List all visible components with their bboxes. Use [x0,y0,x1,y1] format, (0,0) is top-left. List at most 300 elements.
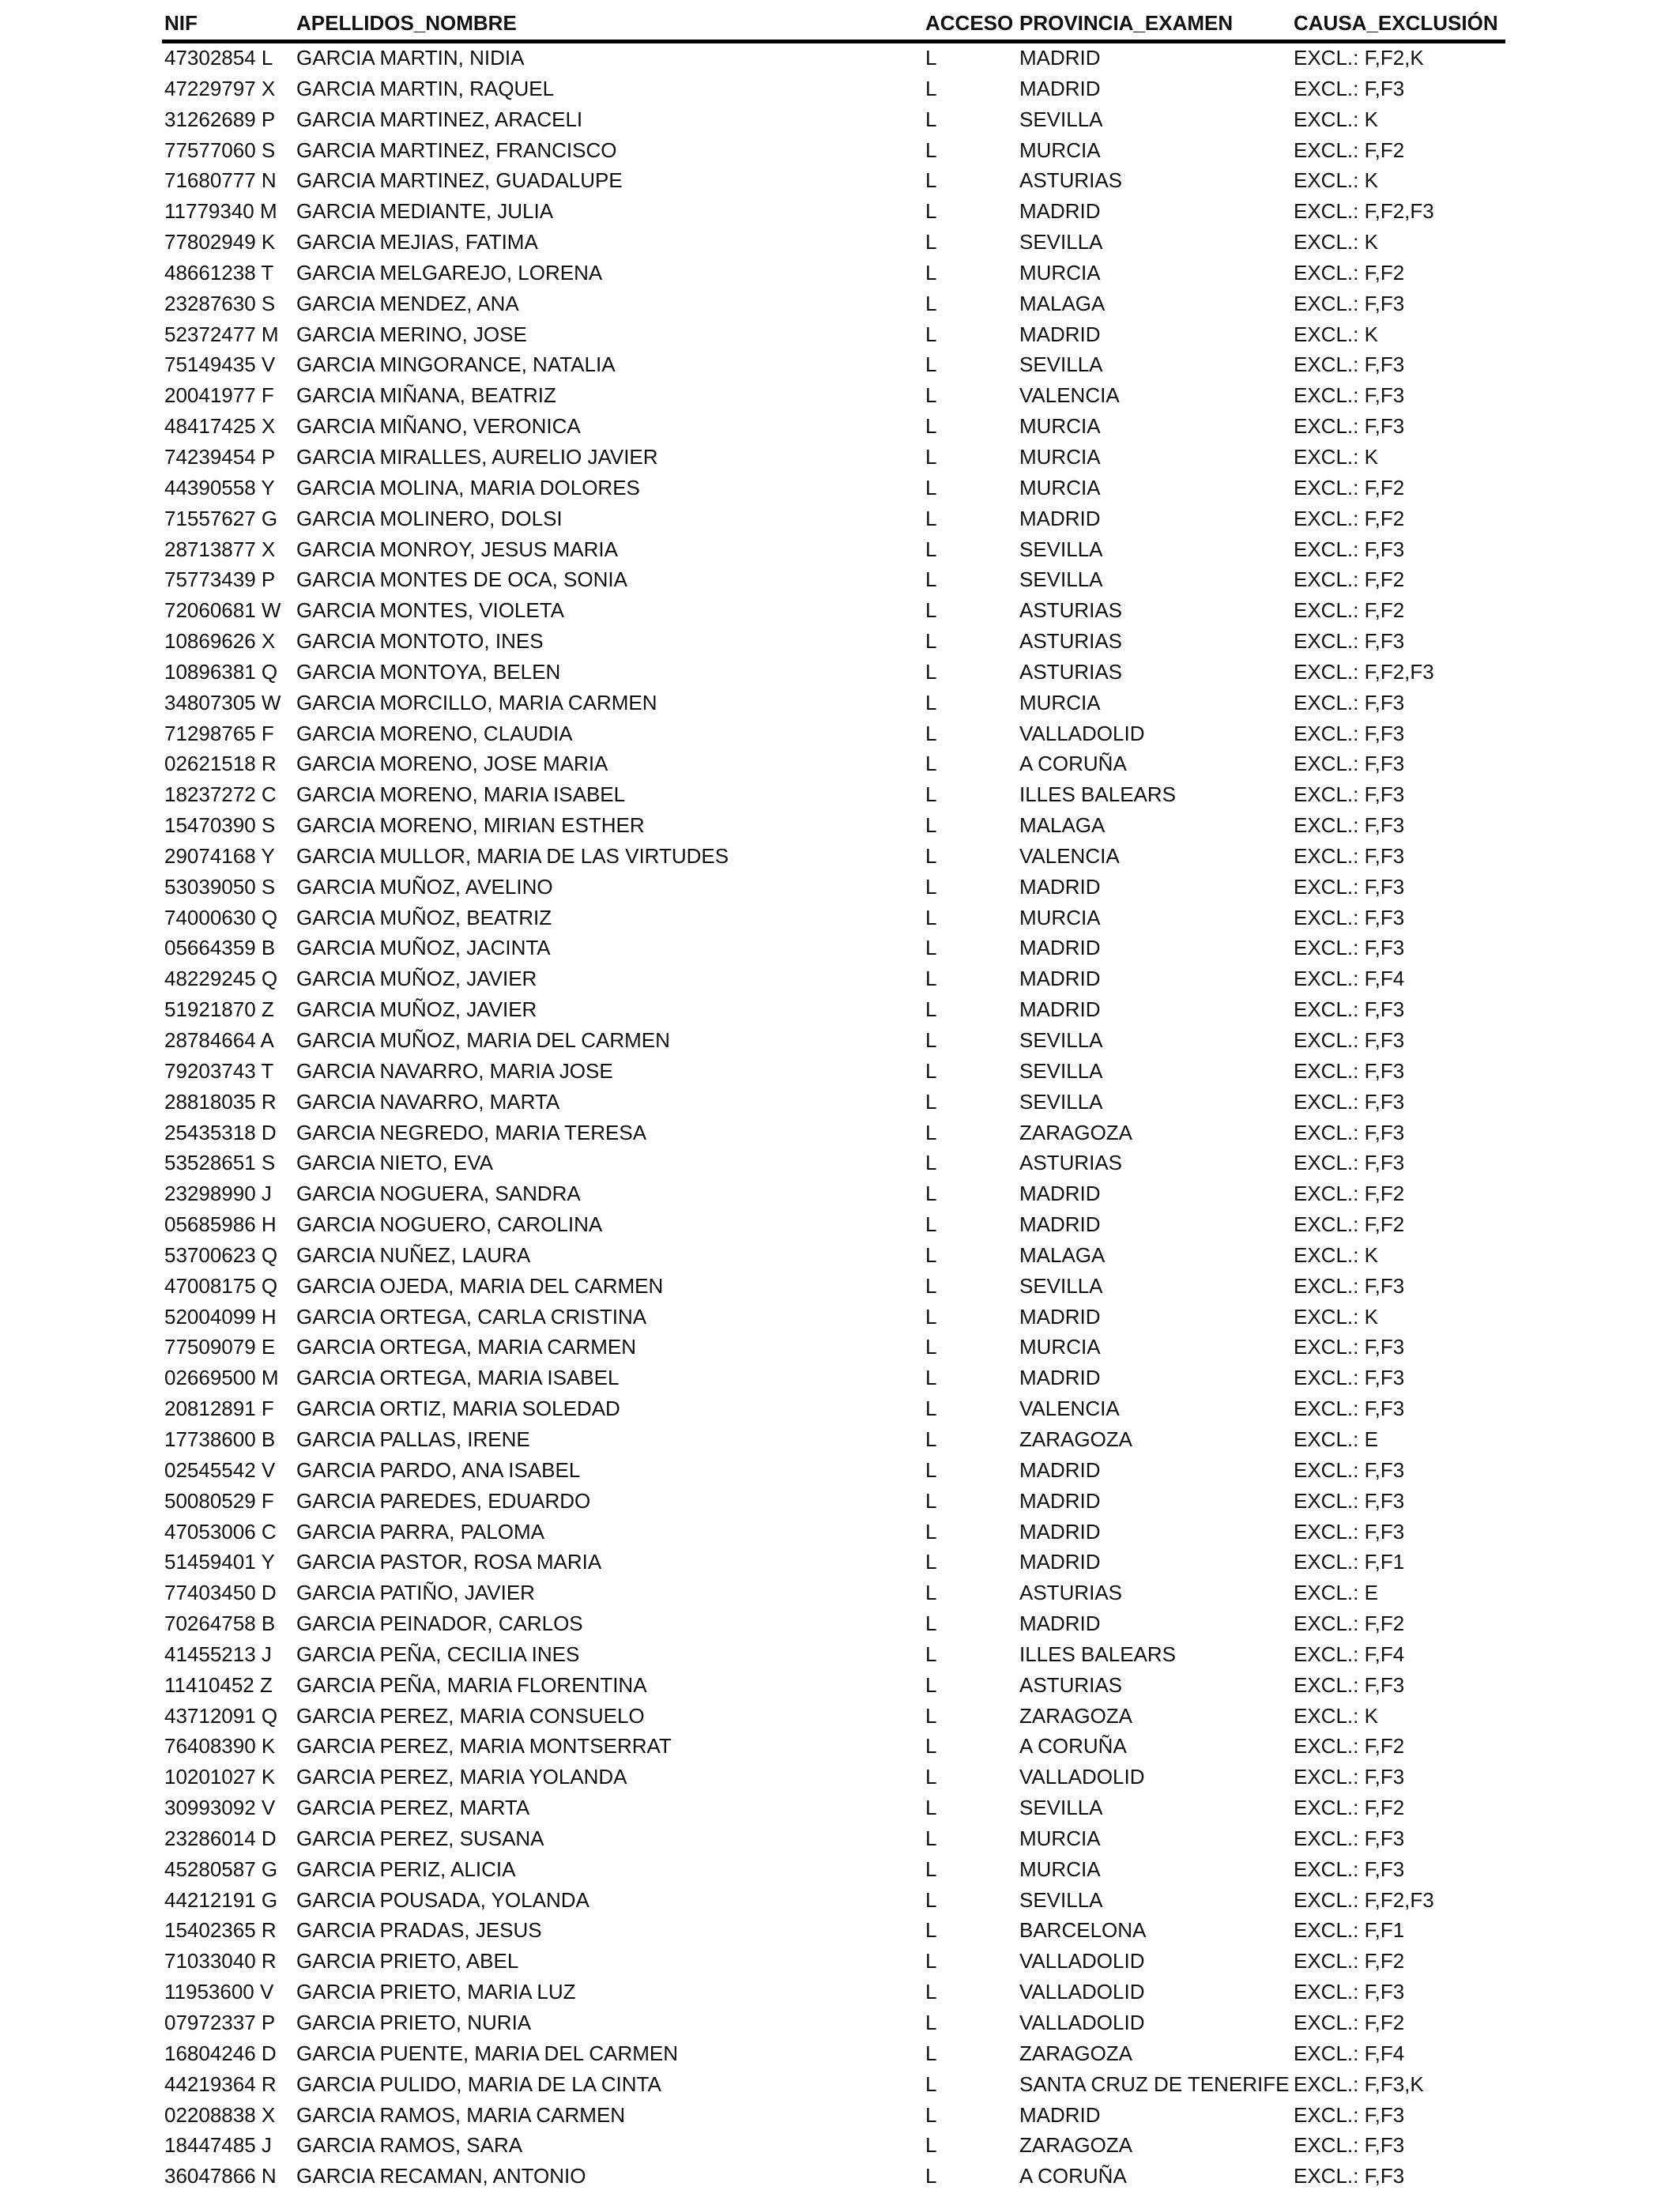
cell-provincia-examen: VALENCIA [1019,383,1120,408]
cell-nif: 44219364 R [164,2071,277,2096]
cell-causa-exclusion: EXCL.: F,F2,F3 [1294,1887,1434,1912]
table-row [162,197,1505,228]
cell-nif: 75773439 P [164,567,276,592]
cell-causa-exclusion: EXCL.: F,F3 [1294,1826,1405,1850]
cell-acceso: L [925,1918,937,1943]
table-row [162,658,1505,688]
table-row [162,1088,1505,1118]
cell-acceso: L [925,782,937,807]
table-row [162,105,1505,136]
cell-acceso: L [925,2041,937,2065]
table-row [162,136,1505,167]
cell-apellidos-nombre: GARCIA OJEDA, MARIA DEL CARMEN [296,1273,664,1298]
cell-provincia-examen: VALLADOLID [1019,1980,1145,2004]
cell-causa-exclusion: EXCL.: F,F3 [1294,721,1405,745]
cell-nif: 48661238 T [164,260,274,285]
cell-provincia-examen: MADRID [1019,76,1101,100]
cell-causa-exclusion: EXCL.: F,F2 [1294,475,1405,499]
cell-apellidos-nombre: GARCIA MARTINEZ, GUADALUPE [296,168,623,193]
table-row [162,258,1505,289]
cell-acceso: L [925,506,937,530]
cell-provincia-examen: ASTURIAS [1019,1151,1123,1175]
table-row [162,2101,1505,2132]
cell-causa-exclusion: EXCL.: E [1294,1581,1378,1605]
cell-acceso: L [925,1857,937,1881]
cell-apellidos-nombre: GARCIA MUÑOZ, AVELINO [296,874,553,899]
cell-causa-exclusion: EXCL.: F,F3,K [1294,2071,1424,2096]
table-row [162,1977,1505,2008]
cell-provincia-examen: MADRID [1019,46,1101,70]
cell-causa-exclusion: EXCL.: F,F2 [1294,1612,1405,1636]
cell-nif: 47008175 Q [164,1273,278,1298]
cell-nif: 02208838 X [164,2102,276,2127]
table-row [162,320,1505,351]
cell-provincia-examen: MALAGA [1019,1242,1106,1267]
cell-causa-exclusion: EXCL.: F,F2 [1294,1182,1405,1206]
cell-causa-exclusion: EXCL.: F,F3 [1294,782,1405,807]
cell-nif: 77802949 K [164,230,276,254]
cell-acceso: L [925,1120,937,1144]
cell-provincia-examen: MADRID [1019,1457,1101,1482]
table-row [162,2008,1505,2039]
cell-nif: 70264758 B [164,1612,276,1636]
cell-causa-exclusion: EXCL.: F,F1 [1294,1550,1405,1574]
cell-apellidos-nombre: GARCIA NAVARRO, MARIA JOSE [296,1058,613,1083]
cell-acceso: L [925,291,937,315]
table-row [162,1762,1505,1793]
cell-causa-exclusion: EXCL.: F,F3 [1294,843,1405,868]
cell-acceso: L [925,1488,937,1513]
cell-nif: 47229797 X [164,76,276,100]
table-row [162,688,1505,719]
table-row [162,1916,1505,1947]
cell-nif: 43712091 Q [164,1703,278,1728]
cell-acceso: L [925,352,937,377]
cell-apellidos-nombre: GARCIA MORENO, MIRIAN ESTHER [296,813,645,838]
table-row [162,1179,1505,1210]
cell-apellidos-nombre: GARCIA RAMOS, SARA [296,2133,523,2158]
cell-provincia-examen: MURCIA [1019,905,1101,929]
cell-causa-exclusion: EXCL.: F,F2 [1294,260,1405,285]
cell-apellidos-nombre: GARCIA PUENTE, MARIA DEL CARMEN [296,2041,679,2065]
cell-provincia-examen: SEVILLA [1019,537,1103,561]
cell-apellidos-nombre: GARCIA MONTES DE OCA, SONIA [296,567,627,592]
cell-provincia-examen: MURCIA [1019,138,1101,162]
cell-acceso: L [925,414,937,439]
cell-nif: 18447485 J [164,2133,272,2158]
table-row [162,1118,1505,1149]
cell-causa-exclusion: EXCL.: F,F2 [1294,598,1405,623]
cell-provincia-examen: SEVILLA [1019,1058,1103,1083]
cell-acceso: L [925,107,937,131]
table-row [162,1363,1505,1394]
cell-provincia-examen: ASTURIAS [1019,168,1123,193]
cell-causa-exclusion: EXCL.: F,F3 [1294,1335,1405,1359]
cell-causa-exclusion: EXCL.: F,F3 [1294,291,1405,315]
header-apellidos-nombre: APELLIDOS_NOMBRE [296,11,517,35]
cell-nif: 53528651 S [164,1151,276,1175]
cell-acceso: L [925,1397,937,1421]
cell-provincia-examen: SEVILLA [1019,1273,1103,1298]
table-row [162,43,1505,74]
cell-provincia-examen: ASTURIAS [1019,1672,1123,1697]
cell-apellidos-nombre: GARCIA ORTEGA, MARIA ISABEL [296,1366,620,1390]
cell-acceso: L [925,2164,937,2188]
cell-apellidos-nombre: GARCIA MIÑANO, VERONICA [296,414,581,439]
cell-provincia-examen: ASTURIAS [1019,629,1123,654]
cell-causa-exclusion: EXCL.: F,F3 [1294,874,1405,899]
cell-apellidos-nombre: GARCIA PEREZ, MARIA CONSUELO [296,1703,645,1728]
cell-apellidos-nombre: GARCIA MORENO, CLAUDIA [296,721,573,745]
cell-nif: 79203743 T [164,1058,274,1083]
cell-acceso: L [925,813,937,838]
cell-apellidos-nombre: GARCIA PASTOR, ROSA MARIA [296,1550,602,1574]
cell-nif: 48417425 X [164,414,276,439]
cell-provincia-examen: MURCIA [1019,1335,1101,1359]
cell-causa-exclusion: EXCL.: F,F3 [1294,1120,1405,1144]
table-row [162,535,1505,566]
table-row [162,1302,1505,1333]
table-row [162,1456,1505,1487]
cell-apellidos-nombre: GARCIA ORTIZ, MARIA SOLEDAD [296,1397,620,1421]
cell-apellidos-nombre: GARCIA PEREZ, MARIA YOLANDA [296,1765,627,1789]
cell-causa-exclusion: EXCL.: F,F3 [1294,2133,1405,2158]
cell-acceso: L [925,905,937,929]
cell-apellidos-nombre: GARCIA MORENO, JOSE MARIA [296,752,608,776]
cell-acceso: L [925,138,937,162]
cell-provincia-examen: MADRID [1019,967,1101,991]
cell-acceso: L [925,1581,937,1605]
cell-provincia-examen: SEVILLA [1019,230,1103,254]
table-row [162,1671,1505,1702]
cell-apellidos-nombre: GARCIA MARTIN, NIDIA [296,46,525,70]
cell-apellidos-nombre: GARCIA NAVARRO, MARTA [296,1089,560,1114]
cell-apellidos-nombre: GARCIA PRIETO, MARIA LUZ [296,1980,576,2004]
cell-apellidos-nombre: GARCIA NUÑEZ, LAURA [296,1242,531,1267]
cell-provincia-examen: MADRID [1019,1366,1101,1390]
table-row [162,933,1505,964]
cell-acceso: L [925,1366,937,1390]
table-row [162,1057,1505,1088]
cell-nif: 28818035 R [164,1089,277,1114]
table-row [162,504,1505,535]
table-row [162,1702,1505,1732]
cell-acceso: L [925,1734,937,1759]
table-row [162,1394,1505,1425]
cell-nif: 52372477 M [164,322,279,346]
cell-provincia-examen: ZARAGOZA [1019,1427,1133,1451]
cell-nif: 11953600 V [164,1980,274,2004]
cell-acceso: L [925,1612,937,1636]
cell-acceso: L [925,1058,937,1083]
cell-acceso: L [925,1335,937,1359]
table-row [162,1732,1505,1762]
table-row [162,1425,1505,1456]
cell-nif: 51921870 Z [164,997,274,1022]
cell-nif: 23286014 D [164,1826,277,1850]
table-row [162,719,1505,750]
cell-apellidos-nombre: GARCIA MUÑOZ, BEATRIZ [296,905,552,929]
cell-provincia-examen: MADRID [1019,1488,1101,1513]
cell-provincia-examen: MADRID [1019,1212,1101,1237]
cell-acceso: L [925,1550,937,1574]
cell-causa-exclusion: EXCL.: F,F3 [1294,414,1405,439]
cell-nif: 31262689 P [164,107,276,131]
cell-acceso: L [925,752,937,776]
table-row [162,565,1505,596]
cell-nif: 29074168 Y [164,843,275,868]
cell-apellidos-nombre: GARCIA NIETO, EVA [296,1151,493,1175]
cell-causa-exclusion: EXCL.: F,F3 [1294,1980,1405,2004]
cell-acceso: L [925,1457,937,1482]
table-row [162,1487,1505,1517]
cell-provincia-examen: A CORUÑA [1019,752,1127,776]
cell-nif: 75149435 V [164,352,276,377]
cell-acceso: L [925,1242,937,1267]
cell-apellidos-nombre: GARCIA MARTINEZ, ARACELI [296,107,583,131]
cell-provincia-examen: MADRID [1019,936,1101,960]
cell-causa-exclusion: EXCL.: F,F3 [1294,1273,1405,1298]
table-row [162,1640,1505,1671]
table-row [162,1855,1505,1886]
cell-provincia-examen: VALLADOLID [1019,1765,1145,1789]
cell-provincia-examen: VALENCIA [1019,1397,1120,1421]
cell-provincia-examen: SANTA CRUZ DE TENERIFE [1019,2071,1290,2096]
table-row [162,2070,1505,2101]
cell-causa-exclusion: EXCL.: F,F3 [1294,997,1405,1022]
cell-apellidos-nombre: GARCIA MORCILLO, MARIA CARMEN [296,690,657,714]
cell-causa-exclusion: EXCL.: K [1294,1703,1378,1728]
cell-acceso: L [925,383,937,408]
cell-apellidos-nombre: GARCIA MONTES, VIOLETA [296,598,565,623]
cell-acceso: L [925,1796,937,1820]
cell-causa-exclusion: EXCL.: F,F3 [1294,1457,1405,1482]
cell-acceso: L [925,1672,937,1697]
cell-causa-exclusion: EXCL.: F,F2 [1294,138,1405,162]
cell-apellidos-nombre: GARCIA PEÑA, CECILIA INES [296,1642,580,1666]
cell-acceso: L [925,1304,937,1329]
cell-causa-exclusion: EXCL.: F,F3 [1294,905,1405,929]
exclusion-list [162,9,1505,2192]
table-row [162,1272,1505,1302]
cell-acceso: L [925,721,937,745]
cell-causa-exclusion: EXCL.: F,F3 [1294,690,1405,714]
cell-causa-exclusion: EXCL.: F,F2 [1294,567,1405,592]
cell-causa-exclusion: EXCL.: F,F3 [1294,1519,1405,1544]
cell-nif: 34807305 W [164,690,281,714]
cell-apellidos-nombre: GARCIA MUÑOZ, MARIA DEL CARMEN [296,1028,670,1052]
cell-apellidos-nombre: GARCIA PEINADOR, CARLOS [296,1612,583,1636]
cell-acceso: L [925,1427,937,1451]
cell-provincia-examen: MADRID [1019,997,1101,1022]
table-row [162,1609,1505,1640]
cell-provincia-examen: MADRID [1019,1550,1101,1574]
cell-apellidos-nombre: GARCIA MINGORANCE, NATALIA [296,352,616,377]
cell-nif: 53039050 S [164,874,276,899]
cell-provincia-examen: VALLADOLID [1019,1949,1145,1973]
cell-nif: 50080529 F [164,1488,274,1513]
cell-provincia-examen: SEVILLA [1019,1028,1103,1052]
cell-nif: 20041977 F [164,383,274,408]
cell-acceso: L [925,629,937,654]
cell-causa-exclusion: EXCL.: F,F3 [1294,1672,1405,1697]
cell-provincia-examen: MURCIA [1019,260,1101,285]
cell-causa-exclusion: EXCL.: F,F3 [1294,1151,1405,1175]
cell-provincia-examen: ILLES BALEARS [1019,1642,1176,1666]
cell-causa-exclusion: EXCL.: F,F3 [1294,2164,1405,2188]
cell-causa-exclusion: EXCL.: F,F3 [1294,936,1405,960]
cell-nif: 23298990 J [164,1182,272,1206]
cell-causa-exclusion: EXCL.: K [1294,107,1378,131]
cell-acceso: L [925,322,937,346]
cell-nif: 72060681 W [164,598,281,623]
table-row [162,1947,1505,1977]
cell-acceso: L [925,843,937,868]
cell-nif: 20812891 F [164,1397,274,1421]
header-acceso: ACCESO [925,11,1014,35]
cell-apellidos-nombre: GARCIA MONTOYA, BELEN [296,659,561,684]
cell-provincia-examen: MURCIA [1019,414,1101,439]
cell-nif: 15402365 R [164,1918,277,1943]
cell-apellidos-nombre: GARCIA PEREZ, MARIA MONTSERRAT [296,1734,672,1759]
cell-nif: 47302854 L [164,46,273,70]
cell-apellidos-nombre: GARCIA MORENO, MARIA ISABEL [296,782,626,807]
cell-causa-exclusion: EXCL.: K [1294,444,1378,469]
cell-nif: 07972337 P [164,2011,276,2034]
cell-acceso: L [925,444,937,469]
cell-provincia-examen: MADRID [1019,1304,1101,1329]
cell-acceso: L [925,1212,937,1237]
cell-causa-exclusion: EXCL.: K [1294,168,1378,193]
cell-nif: 71557627 G [164,506,278,530]
cell-acceso: L [925,1887,937,1912]
cell-causa-exclusion: EXCL.: F,F3 [1294,352,1405,377]
table-row [162,350,1505,381]
cell-provincia-examen: ILLES BALEARS [1019,782,1176,807]
cell-apellidos-nombre: GARCIA PRIETO, NURIA [296,2011,532,2034]
cell-causa-exclusion: EXCL.: F,F2 [1294,1796,1405,1820]
cell-provincia-examen: MADRID [1019,1182,1101,1206]
cell-apellidos-nombre: GARCIA PEREZ, SUSANA [296,1826,544,1850]
cell-apellidos-nombre: GARCIA NEGREDO, MARIA TERESA [296,1120,647,1144]
cell-nif: 71298765 F [164,721,274,745]
table-row [162,749,1505,780]
cell-provincia-examen: MADRID [1019,506,1101,530]
cell-apellidos-nombre: GARCIA NOGUERA, SANDRA [296,1182,581,1206]
cell-provincia-examen: MADRID [1019,322,1101,346]
cell-provincia-examen: VALLADOLID [1019,721,1145,745]
cell-acceso: L [925,1151,937,1175]
cell-provincia-examen: MURCIA [1019,1857,1101,1881]
cell-causa-exclusion: EXCL.: F,F2 [1294,1949,1405,1973]
cell-provincia-examen: MURCIA [1019,690,1101,714]
table-row [162,596,1505,627]
cell-acceso: L [925,1642,937,1666]
cell-apellidos-nombre: GARCIA RAMOS, MARIA CARMEN [296,2102,626,2127]
table-row [162,1578,1505,1609]
cell-nif: 15470390 S [164,813,276,838]
cell-apellidos-nombre: GARCIA PERIZ, ALICIA [296,1857,516,1881]
cell-apellidos-nombre: GARCIA MEDIANTE, JULIA [296,199,554,224]
cell-apellidos-nombre: GARCIA POUSADA, YOLANDA [296,1887,590,1912]
cell-acceso: L [925,1519,937,1544]
cell-nif: 71680777 N [164,168,277,193]
cell-nif: 52004099 H [164,1304,277,1329]
cell-provincia-examen: ASTURIAS [1019,598,1123,623]
cell-acceso: L [925,46,937,70]
cell-causa-exclusion: EXCL.: F,F4 [1294,2041,1405,2065]
cell-nif: 10896381 Q [164,659,278,684]
table-row [162,995,1505,1026]
cell-causa-exclusion: EXCL.: F,F3 [1294,1857,1405,1881]
table-row [162,903,1505,934]
cell-acceso: L [925,230,937,254]
cell-acceso: L [925,967,937,991]
cell-causa-exclusion: EXCL.: F,F3 [1294,383,1405,408]
cell-nif: 10201027 K [164,1765,276,1789]
cell-causa-exclusion: EXCL.: K [1294,1304,1378,1329]
cell-provincia-examen: ASTURIAS [1019,1581,1123,1605]
cell-acceso: L [925,537,937,561]
cell-causa-exclusion: EXCL.: F,F4 [1294,967,1405,991]
table-row [162,166,1505,197]
cell-causa-exclusion: EXCL.: F,F3 [1294,1765,1405,1789]
cell-nif: 02545542 V [164,1457,276,1482]
table-row [162,1241,1505,1272]
cell-apellidos-nombre: GARCIA MERINO, JOSE [296,322,527,346]
cell-apellidos-nombre: GARCIA PALLAS, IRENE [296,1427,530,1451]
cell-apellidos-nombre: GARCIA MIÑANA, BEATRIZ [296,383,556,408]
cell-provincia-examen: SEVILLA [1019,1887,1103,1912]
cell-apellidos-nombre: GARCIA PEÑA, MARIA FLORENTINA [296,1672,647,1697]
table-row [162,381,1505,412]
cell-provincia-examen: SEVILLA [1019,567,1103,592]
cell-causa-exclusion: EXCL.: K [1294,1242,1378,1267]
cell-provincia-examen: ZARAGOZA [1019,2041,1133,2065]
cell-nif: 47053006 C [164,1519,277,1544]
cell-causa-exclusion: EXCL.: F,F3 [1294,629,1405,654]
cell-provincia-examen: MADRID [1019,1519,1101,1544]
table-row [162,74,1505,105]
cell-acceso: L [925,168,937,193]
cell-acceso: L [925,874,937,899]
cell-causa-exclusion: EXCL.: F,F2 [1294,2011,1405,2034]
cell-nif: 74239454 P [164,444,276,469]
cell-causa-exclusion: EXCL.: F,F1 [1294,1918,1405,1943]
cell-acceso: L [925,1028,937,1052]
table-row [162,2131,1505,2162]
cell-apellidos-nombre: GARCIA MELGAREJO, LORENA [296,260,603,285]
cell-apellidos-nombre: GARCIA MENDEZ, ANA [296,291,519,315]
cell-provincia-examen: A CORUÑA [1019,1734,1127,1759]
table-header [162,9,1505,43]
table-row [162,811,1505,842]
cell-provincia-examen: MURCIA [1019,1826,1101,1850]
cell-nif: 11410452 Z [164,1672,273,1697]
cell-causa-exclusion: EXCL.: F,F4 [1294,1642,1405,1666]
cell-nif: 77577060 S [164,138,276,162]
table-row [162,1824,1505,1855]
cell-apellidos-nombre: GARCIA MUÑOZ, JAVIER [296,967,537,991]
cell-acceso: L [925,1980,937,2004]
cell-nif: 36047866 N [164,2164,277,2188]
cell-causa-exclusion: EXCL.: F,F3 [1294,76,1405,100]
table-row [162,1210,1505,1241]
cell-causa-exclusion: EXCL.: F,F2 [1294,1212,1405,1237]
cell-apellidos-nombre: GARCIA PULIDO, MARIA DE LA CINTA [296,2071,661,2096]
table-row [162,964,1505,995]
cell-apellidos-nombre: GARCIA PARRA, PALOMA [296,1519,545,1544]
